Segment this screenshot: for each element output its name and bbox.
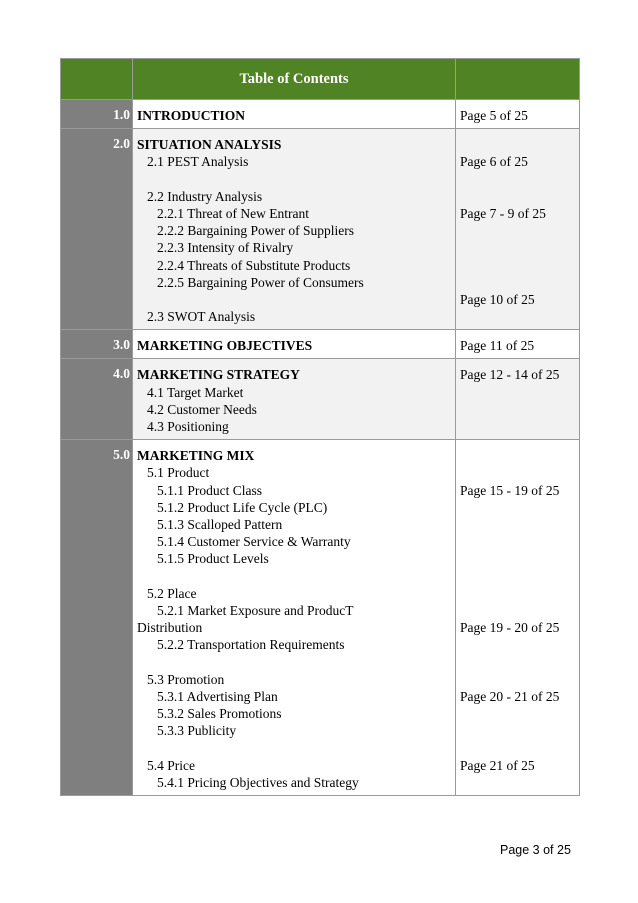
header-cell-blank — [61, 59, 133, 100]
toc-entry: 5.3.1 Advertising Plan — [157, 688, 278, 704]
toc-entry: 5.1.2 Product Life Cycle (PLC) — [157, 499, 328, 515]
page-reference: Page 15 - 19 of 25 — [460, 482, 560, 498]
page-reference: Page 11 of 25 — [460, 338, 535, 354]
section-pages — [456, 330, 580, 359]
section-number: 1.0 — [61, 100, 133, 129]
page-spacer — [460, 705, 579, 722]
page-spacer — [460, 585, 579, 602]
page-reference: Page 21 of 25 — [460, 757, 535, 773]
toc-entry: 2.2.4 Threats of Substitute Products — [157, 257, 351, 273]
page-spacer — [460, 602, 579, 619]
toc-entry: 2.2.2 Bargaining Power of Suppliers — [157, 223, 354, 239]
section-pages — [456, 129, 580, 330]
page-spacer — [460, 653, 579, 670]
toc-section-row — [61, 330, 580, 359]
section-number: 5.0 — [61, 440, 133, 796]
toc-entry: Distribution — [137, 620, 203, 636]
page-spacer — [460, 499, 579, 516]
toc-entry: 5.4 Price — [147, 757, 195, 773]
toc-entry: 2.2.3 Intensity of Rivalry — [157, 240, 294, 256]
toc-entry: 5.1.4 Customer Service & Warranty — [157, 534, 351, 550]
toc-entry: 2.3 SWOT Analysis — [147, 309, 256, 325]
toc-entry: 4.3 Positioning — [147, 419, 229, 434]
toc-entry: 4.2 Customer Needs — [147, 401, 257, 417]
page-spacer — [460, 516, 579, 533]
toc-spacer — [137, 171, 455, 188]
section-heading: MARKETING OBJECTIVES — [137, 338, 313, 354]
toc-spacer — [137, 739, 455, 756]
toc-entry: 5.1.3 Scalloped Pattern — [157, 516, 283, 532]
header-cell-blank — [456, 59, 580, 100]
section-heading: INTRODUCTION — [137, 108, 246, 123]
toc-entry: 2.2 Industry Analysis — [147, 188, 263, 204]
toc-entry: 5.1.5 Product Levels — [157, 551, 269, 567]
page-spacer — [460, 550, 579, 567]
page-spacer — [460, 239, 579, 256]
section-contents — [133, 129, 456, 330]
page-spacer — [460, 274, 579, 291]
toc-entry: 5.2 Place — [147, 585, 197, 601]
toc-entry: 5.1.1 Product Class — [157, 482, 263, 498]
toc-entry: 2.2.1 Threat of New Entrant — [157, 205, 309, 221]
section-pages — [456, 359, 580, 440]
toc-section-row — [61, 359, 580, 440]
toc-entry: 5.3.2 Sales Promotions — [157, 706, 282, 721]
section-heading: MARKETING STRATEGY — [137, 367, 300, 383]
toc-section-row — [61, 100, 580, 129]
section-number: 3.0 — [61, 330, 133, 359]
toc-section-row — [61, 440, 580, 796]
page-spacer — [460, 418, 579, 435]
page-spacer — [460, 257, 579, 274]
toc-entry: 2.2.5 Bargaining Power of Consumers — [157, 274, 364, 290]
page-reference: Page 20 - 21 of 25 — [460, 688, 560, 704]
section-contents — [133, 440, 456, 796]
page-spacer — [460, 739, 579, 756]
section-pages — [456, 100, 580, 129]
page-spacer — [460, 136, 579, 153]
section-heading: MARKETING MIX — [137, 448, 255, 464]
toc-entry: 5.1 Product — [147, 465, 210, 481]
page-spacer — [460, 447, 579, 464]
toc-entry: 5.4.1 Pricing Objectives and Strategy — [157, 774, 359, 790]
page-spacer — [460, 464, 579, 481]
page-spacer — [460, 568, 579, 585]
page-spacer — [460, 774, 579, 791]
section-number: 4.0 — [61, 359, 133, 440]
page-spacer — [460, 222, 579, 239]
page-number-footer: Page 3 of 25 — [500, 843, 571, 857]
page-spacer — [460, 308, 579, 325]
toc-entry: 2.1 PEST Analysis — [147, 154, 249, 170]
toc-title: Table of Contents — [133, 59, 456, 100]
page-spacer — [460, 671, 579, 688]
page-reference: Page 10 of 25 — [460, 291, 535, 307]
toc-entry: 5.3 Promotion — [147, 671, 225, 687]
toc-entry: 5.3.3 Publicity — [157, 723, 237, 739]
page-spacer — [460, 401, 579, 418]
page-spacer — [460, 171, 579, 188]
section-heading: SITUATION ANALYSIS — [137, 137, 282, 153]
page-reference: Page 5 of 25 — [460, 108, 528, 123]
toc-entry: 4.1 Target Market — [147, 384, 244, 400]
section-pages — [456, 440, 580, 796]
toc-section-row — [61, 129, 580, 330]
toc-header-row — [61, 59, 580, 100]
section-contents — [133, 100, 456, 129]
toc-spacer — [137, 291, 455, 308]
page-spacer — [460, 384, 579, 401]
table-of-contents — [60, 58, 580, 796]
section-contents — [133, 359, 456, 440]
toc-body — [61, 59, 580, 796]
toc-entry: 5.2.1 Market Exposure and ProducT — [157, 602, 354, 618]
page-spacer — [460, 636, 579, 653]
page-reference: Page 6 of 25 — [460, 154, 528, 170]
page-spacer — [460, 188, 579, 205]
page-reference: Page 19 - 20 of 25 — [460, 620, 560, 636]
toc-spacer — [137, 653, 455, 670]
page-spacer — [460, 533, 579, 550]
page-spacer — [460, 722, 579, 739]
toc-entry: 5.2.2 Transportation Requirements — [157, 637, 345, 653]
page-reference: Page 7 - 9 of 25 — [460, 205, 546, 221]
page-reference: Page 12 - 14 of 25 — [460, 367, 560, 383]
section-number: 2.0 — [61, 129, 133, 330]
toc-spacer — [137, 568, 455, 585]
section-contents — [133, 330, 456, 359]
